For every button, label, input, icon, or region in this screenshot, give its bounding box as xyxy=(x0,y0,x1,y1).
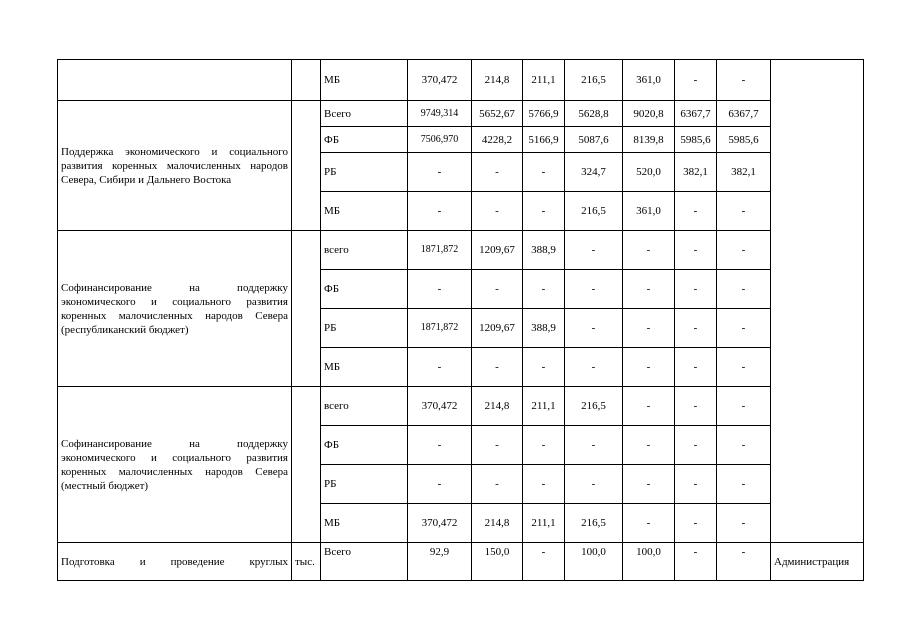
value-cell: - xyxy=(565,348,623,387)
value-cell: 382,1 xyxy=(675,153,717,192)
value-cell: - xyxy=(472,465,523,504)
value-cell: 211,1 xyxy=(523,504,565,543)
funding-source-cell: ФБ xyxy=(321,127,408,153)
value-cell: - xyxy=(675,504,717,543)
value-cell: - xyxy=(623,465,675,504)
program-name-cell: Подготовка и проведение круглых xyxy=(58,543,292,581)
value-cell: 216,5 xyxy=(565,60,623,101)
value-cell: 361,0 xyxy=(623,60,675,101)
funding-source-cell: РБ xyxy=(321,153,408,192)
program-name-cell: Софинансирование на поддержку экономического и социального развития коренных малочисленных народов Севера (республиканский бюджет) xyxy=(58,231,292,387)
unit-cell xyxy=(292,231,321,387)
value-cell: - xyxy=(675,387,717,426)
table-row xyxy=(58,101,864,127)
value-cell: - xyxy=(523,465,565,504)
value-cell: 214,8 xyxy=(472,504,523,543)
funding-source-cell: МБ xyxy=(321,192,408,231)
executor-cell: Администрация xyxy=(771,543,864,581)
value-cell: 1209,67 xyxy=(472,231,523,270)
value-cell: 6367,7 xyxy=(717,101,771,127)
value-cell: - xyxy=(717,543,771,581)
value-cell: - xyxy=(717,348,771,387)
funding-source-cell: МБ xyxy=(321,348,408,387)
value-cell: - xyxy=(675,270,717,309)
value-cell: - xyxy=(523,543,565,581)
unit-cell xyxy=(292,60,321,101)
value-cell: - xyxy=(717,426,771,465)
value-cell: 4228,2 xyxy=(472,127,523,153)
value-cell: 324,7 xyxy=(565,153,623,192)
unit-cell xyxy=(292,387,321,543)
value-cell: - xyxy=(623,270,675,309)
value-cell: - xyxy=(472,348,523,387)
value-cell: 361,0 xyxy=(623,192,675,231)
value-cell: - xyxy=(675,465,717,504)
value-cell: 520,0 xyxy=(623,153,675,192)
value-cell: - xyxy=(565,465,623,504)
value-cell: 9749,314 xyxy=(408,101,472,127)
funding-source-cell: всего xyxy=(321,387,408,426)
value-cell: 5652,67 xyxy=(472,101,523,127)
unit-cell: тыс. xyxy=(292,543,321,581)
value-cell: - xyxy=(408,426,472,465)
value-cell: - xyxy=(675,426,717,465)
value-cell: - xyxy=(472,426,523,465)
value-cell: - xyxy=(472,270,523,309)
value-cell: - xyxy=(523,426,565,465)
value-cell: - xyxy=(408,348,472,387)
value-cell: 5166,9 xyxy=(523,127,565,153)
value-cell: - xyxy=(623,426,675,465)
value-cell: - xyxy=(675,60,717,101)
value-cell: 216,5 xyxy=(565,387,623,426)
funding-source-cell: ФБ xyxy=(321,270,408,309)
value-cell: - xyxy=(675,231,717,270)
value-cell: - xyxy=(717,309,771,348)
value-cell: 5985,6 xyxy=(675,127,717,153)
value-cell: 388,9 xyxy=(523,309,565,348)
value-cell: 370,472 xyxy=(408,504,472,543)
value-cell: 5985,6 xyxy=(717,127,771,153)
value-cell: - xyxy=(717,60,771,101)
value-cell: - xyxy=(717,465,771,504)
value-cell: - xyxy=(408,192,472,231)
value-cell: - xyxy=(717,270,771,309)
value-cell: - xyxy=(565,309,623,348)
value-cell: - xyxy=(565,270,623,309)
funding-source-cell: РБ xyxy=(321,465,408,504)
value-cell: - xyxy=(623,387,675,426)
executor-cell xyxy=(771,60,864,543)
value-cell: 211,1 xyxy=(523,60,565,101)
value-cell: - xyxy=(623,504,675,543)
funding-source-cell: Всего xyxy=(321,543,408,581)
value-cell: 388,9 xyxy=(523,231,565,270)
value-cell: 5628,8 xyxy=(565,101,623,127)
value-cell: 5087,6 xyxy=(565,127,623,153)
value-cell: - xyxy=(675,309,717,348)
value-cell: - xyxy=(523,348,565,387)
value-cell: 100,0 xyxy=(565,543,623,581)
value-cell: - xyxy=(623,231,675,270)
value-cell: 382,1 xyxy=(717,153,771,192)
value-cell: 370,472 xyxy=(408,387,472,426)
value-cell: - xyxy=(523,153,565,192)
value-cell: - xyxy=(675,543,717,581)
value-cell: - xyxy=(623,309,675,348)
funding-source-cell: Всего xyxy=(321,101,408,127)
value-cell: 1209,67 xyxy=(472,309,523,348)
value-cell: 92,9 xyxy=(408,543,472,581)
value-cell: 9020,8 xyxy=(623,101,675,127)
value-cell: - xyxy=(408,153,472,192)
value-cell: 1871,872 xyxy=(408,231,472,270)
value-cell: 5766,9 xyxy=(523,101,565,127)
value-cell: - xyxy=(675,348,717,387)
table-row xyxy=(58,387,864,426)
table-row xyxy=(58,543,864,581)
value-cell: - xyxy=(408,465,472,504)
funding-source-cell: РБ xyxy=(321,309,408,348)
value-cell: - xyxy=(565,426,623,465)
funding-source-cell: всего xyxy=(321,231,408,270)
program-name-cell: Поддержка экономического и социального развития коренных малочисленных народов Севера, Сибири и Дальнего Востока xyxy=(58,101,292,231)
program-name-cell: Софинансирование на поддержку экономического и социального развития коренных малочисленных народов Севера (местный бюджет) xyxy=(58,387,292,543)
value-cell: 214,8 xyxy=(472,387,523,426)
funding-source-cell: МБ xyxy=(321,504,408,543)
budget-table xyxy=(57,59,864,581)
value-cell: - xyxy=(717,231,771,270)
value-cell: - xyxy=(523,270,565,309)
table-row xyxy=(58,60,864,101)
value-cell: 150,0 xyxy=(472,543,523,581)
value-cell: 214,8 xyxy=(472,60,523,101)
value-cell: 211,1 xyxy=(523,387,565,426)
funding-source-cell: МБ xyxy=(321,60,408,101)
value-cell: 7506,970 xyxy=(408,127,472,153)
value-cell: 216,5 xyxy=(565,192,623,231)
funding-source-cell: ФБ xyxy=(321,426,408,465)
value-cell: 8139,8 xyxy=(623,127,675,153)
value-cell: 1871,872 xyxy=(408,309,472,348)
value-cell: - xyxy=(717,192,771,231)
value-cell: 370,472 xyxy=(408,60,472,101)
value-cell: - xyxy=(472,192,523,231)
unit-cell xyxy=(292,101,321,231)
value-cell: - xyxy=(623,348,675,387)
value-cell: - xyxy=(717,387,771,426)
value-cell: - xyxy=(408,270,472,309)
value-cell: - xyxy=(523,192,565,231)
program-name-cell xyxy=(58,60,292,101)
value-cell: 6367,7 xyxy=(675,101,717,127)
value-cell: - xyxy=(675,192,717,231)
value-cell: - xyxy=(717,504,771,543)
table-row xyxy=(58,231,864,270)
value-cell: - xyxy=(472,153,523,192)
value-cell: 216,5 xyxy=(565,504,623,543)
value-cell: 100,0 xyxy=(623,543,675,581)
table-body xyxy=(58,60,864,581)
value-cell: - xyxy=(565,231,623,270)
